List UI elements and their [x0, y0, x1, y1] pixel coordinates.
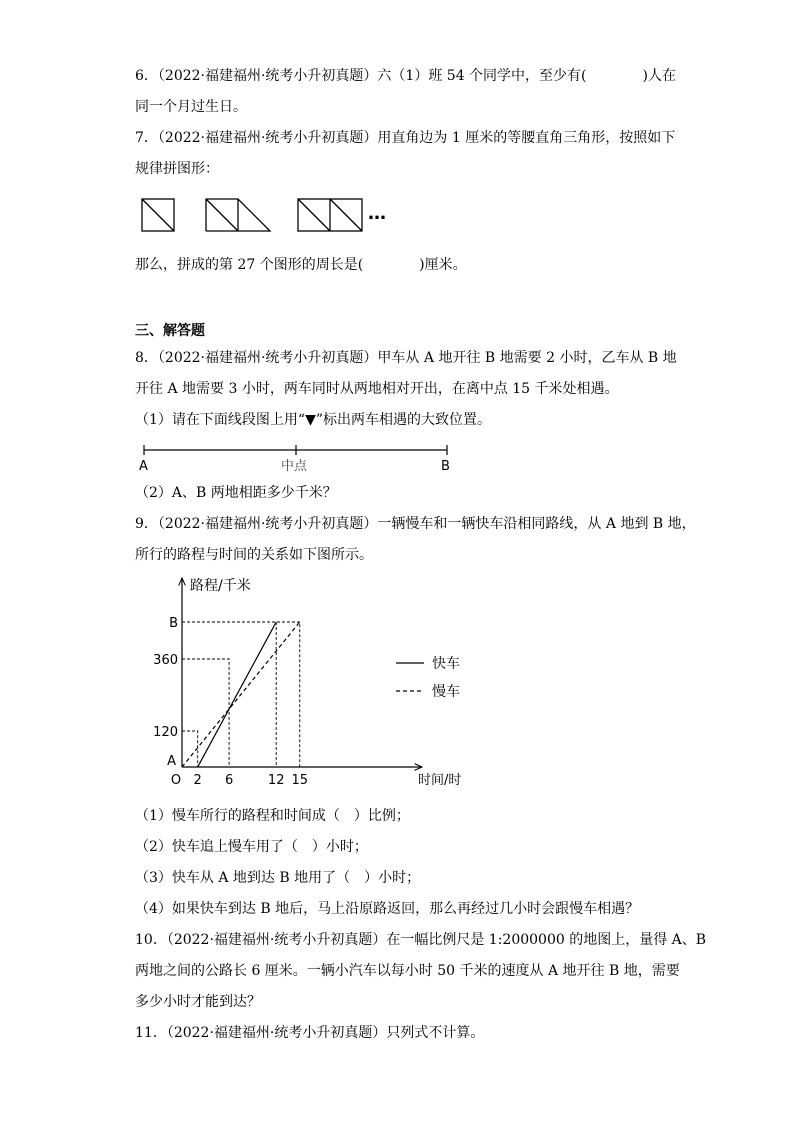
q10-line2: 两地之间的公路长 6 厘米。一辆小汽车以每小时 50 千米的速度从 A 地开往 B 地，需要 [135, 963, 680, 979]
pattern-figure-3 [298, 199, 362, 231]
q9-sub3: （3）快车从 A 地到达 B 地用了（ ）小时； [135, 870, 421, 886]
q8-line1: 8．（2022·福建福州·统考小升初真题）甲车从 A 地开往 B 地需要 2 小时，乙车从 B 地 [135, 350, 677, 366]
x-tick-label-6: 6 [224, 773, 234, 788]
y-start-label: A [167, 754, 176, 769]
q9-line2: 所行的路程与时间的关系如下图所示。 [135, 547, 373, 563]
q9-sub1: （1）慢车所行的路程和时间成（ ）比例； [135, 808, 410, 824]
origin-label: O [170, 773, 182, 788]
distance-time-chart [150, 570, 480, 792]
q9-line1: 9．（2022·福建福州·统考小升初真题）一辆慢车和一辆快车沿相同路线，从 A 地到 B 地， [135, 516, 696, 532]
y-tick-label-360: 360 [153, 653, 178, 668]
legend-label-fast-car: 快车 [432, 656, 460, 672]
x-tick-label-15: 15 [291, 773, 309, 788]
pattern-ellipsis: … [368, 203, 386, 224]
section-title: 三、解答题 [135, 323, 205, 339]
q10-line1: 10．（2022·福建福州·统考小升初真题）在一幅比例尺是 1:2000000 的地图上，量得 A、B [135, 932, 707, 948]
segment-diagram [135, 438, 465, 478]
guide-360 [182, 659, 229, 767]
x-tick-label-12: 12 [267, 773, 285, 788]
q7-line1: 7．（2022·福建福州·统考小升初真题）用直角边为 1 厘米的等腰直角三角形，按照如下 [135, 130, 676, 146]
q8-sub2: （2）A、B 两地相距多少千米？ [135, 485, 337, 501]
q8-sub1: （1）请在下面线段图上用“▼”标出两车相遇的大致位置。 [135, 412, 491, 428]
segment-label-b: B [441, 459, 450, 474]
triangle-pattern-figure [140, 195, 400, 235]
q9-sub2: （2）快车追上慢车用了（ ）小时； [135, 839, 368, 855]
series-line-fast-car [198, 622, 277, 767]
q7-line2: 规律拼图形： [135, 161, 219, 177]
pattern-figure-1 [142, 199, 174, 231]
segment-label-mid: 中点 [281, 459, 308, 474]
y-tick-label-B: B [169, 616, 178, 631]
q6-line2: 同一个月过生日。 [135, 99, 247, 115]
q7-line3: 那么，拼成的第 27 个图形的周长是( )厘米。 [135, 257, 467, 273]
q11-line1: 11．（2022·福建福州·统考小升初真题）只列式不计算。 [135, 1025, 485, 1041]
segment-label-a: A [139, 459, 148, 474]
q9-sub4: （4）如果快车到达 B 地后，马上沿原路返回，那么再经过几小时会跟慢车相遇？ [135, 901, 640, 917]
y-axis-title: 路程/千米 [190, 578, 251, 594]
series-line-slow-car [182, 622, 300, 767]
q8-line2: 开往 A 地需要 3 小时，两车同时从两地相对开出，在离中点 15 千米处相遇。 [135, 381, 619, 397]
q10-line3: 多少小时才能到达？ [135, 994, 261, 1010]
y-tick-label-120: 120 [153, 725, 178, 740]
guide-120 [182, 731, 198, 767]
pattern-figure-2 [206, 199, 270, 231]
x-axis-title: 时间/时 [418, 773, 462, 788]
q6-line1: 6．（2022·福建福州·统考小升初真题）六（1）班 54 个同学中，至少有( )人在 [135, 68, 676, 84]
x-tick-label-2: 2 [193, 773, 202, 788]
legend-label-slow-car: 慢车 [432, 684, 460, 700]
